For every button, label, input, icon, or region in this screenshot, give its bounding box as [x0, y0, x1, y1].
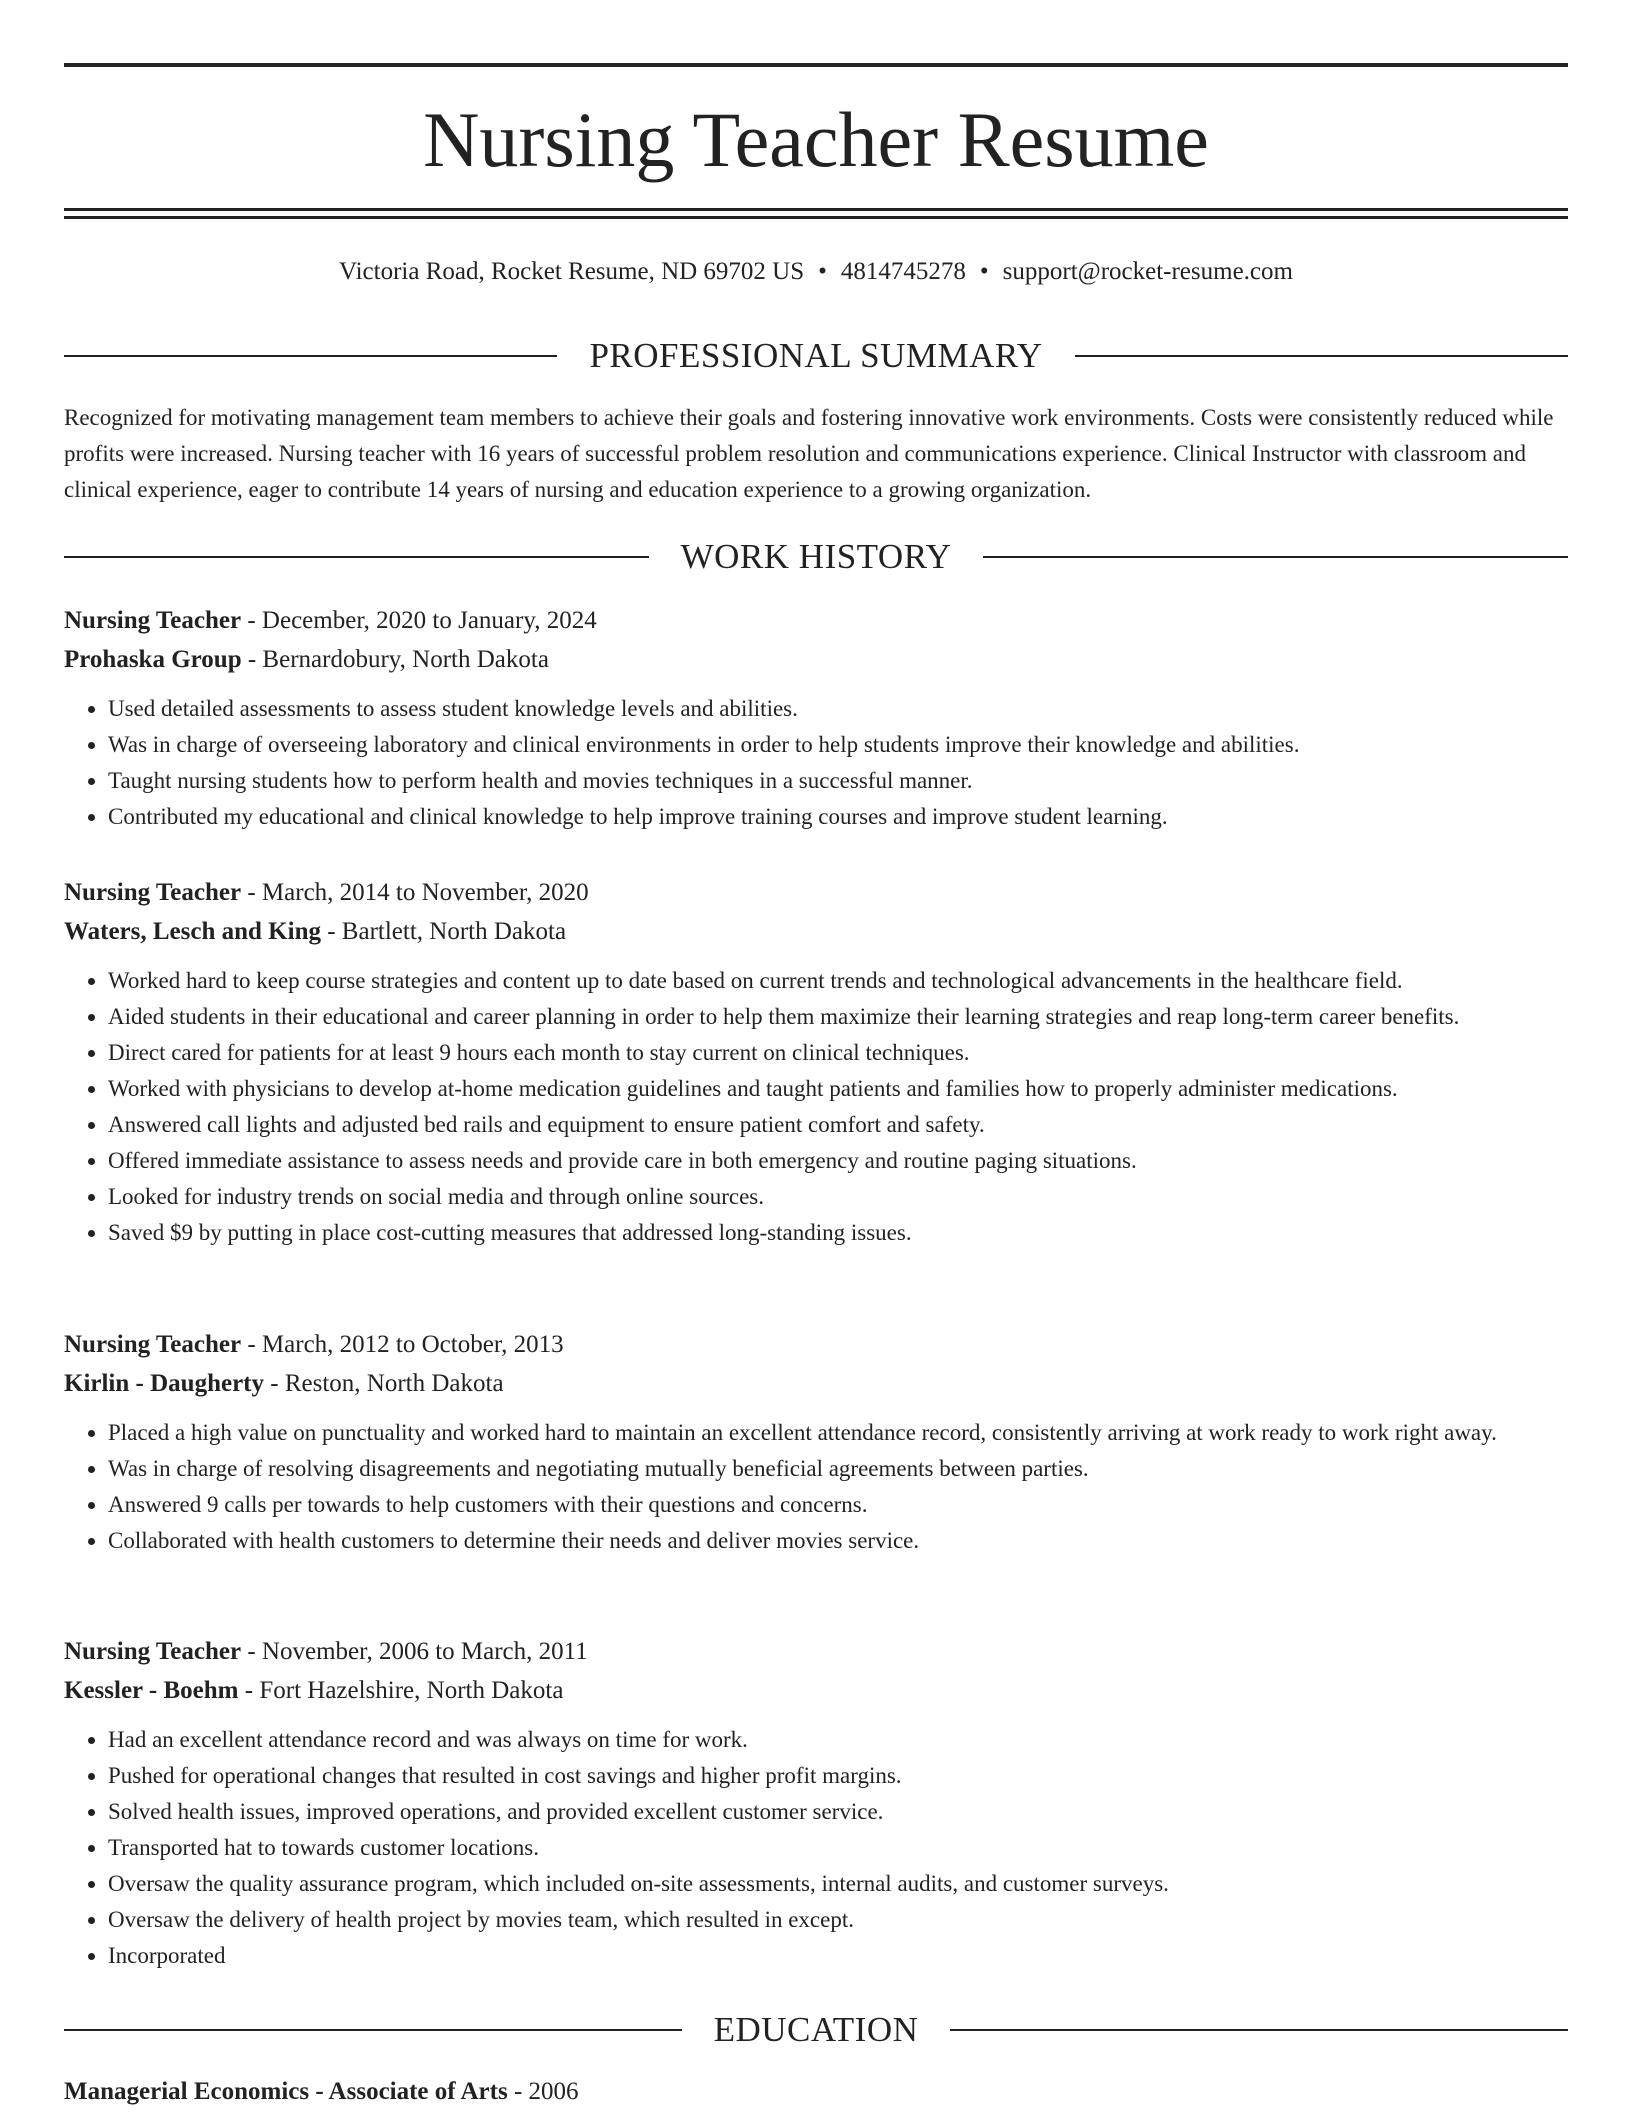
job-bullet: • Taught nursing students how to perform health and movies techniques in a successful manner.: [108, 763, 1568, 799]
job-bullet: • Incorporated: [108, 1938, 1568, 1974]
education-year: - 2006: [507, 2078, 579, 2105]
job-location: - Reston, North Dakota: [264, 1370, 504, 1397]
job-dates: - November, 2006 to March, 2011: [241, 1638, 588, 1665]
job-entry: [64, 1632, 1568, 1974]
heading-rule-left: [64, 355, 557, 357]
job-bullet: • Transported hat to towards customer locations.: [108, 1830, 1568, 1866]
job-title-line: [64, 1632, 1568, 1671]
heading-rule-left: [64, 556, 649, 558]
job-company: Kirlin - Daugherty: [64, 1370, 264, 1397]
job-company: Prohaska Group: [64, 646, 242, 673]
job-bullet: • Oversaw the quality assurance program, which included on-site assessments, internal audits, and customer surveys.: [108, 1866, 1568, 1902]
contact-address: Victoria Road, Rocket Resume, ND 69702 US: [339, 258, 805, 285]
contact-separator: •: [818, 258, 827, 285]
heading-rule-right: [1075, 355, 1568, 357]
job-bullet: • Pushed for operational changes that resulted in cost savings and higher profit margins.: [108, 1758, 1568, 1794]
job-bullet: • Collaborated with health customers to determine their needs and deliver movies service.: [108, 1523, 1568, 1559]
education-degree: Managerial Economics - Associate of Arts: [64, 2078, 508, 2105]
job-company-line: [64, 1364, 1568, 1403]
job-bullet: • Offered immediate assistance to assess needs and provide care in both emergency and routine paging situations.: [108, 1143, 1568, 1179]
job-bullet: • Used detailed assessments to assess student knowledge levels and abilities.: [108, 691, 1568, 727]
job-bullet: • Answered 9 calls per towards to help customers with their questions and concerns.: [108, 1487, 1568, 1523]
section-heading-education: [64, 2008, 1568, 2052]
job-title: Nursing Teacher: [64, 879, 242, 906]
section-title: PROFESSIONAL SUMMARY: [589, 336, 1043, 375]
contact-email: support@rocket-resume.com: [1002, 258, 1293, 285]
job-bullet: • Aided students in their educational and career planning in order to help them maximize their learning strategies and reap long-term career benefits.: [108, 999, 1568, 1035]
job-company-line: [64, 1671, 1568, 1710]
job-title-line: [64, 601, 1568, 640]
job-bullet: • Placed a high value on punctuality and worked hard to maintain an excellent attendance record, consistently arriving at work ready to work right away.: [108, 1415, 1568, 1451]
job-bullets: [64, 1415, 1568, 1559]
section-heading-summary: [64, 334, 1568, 378]
job-dates: - December, 2020 to January, 2024: [241, 607, 597, 634]
job-entry: [64, 1325, 1568, 1559]
section-title: WORK HISTORY: [680, 537, 952, 576]
page-title: Nursing Teacher Resume: [423, 96, 1209, 183]
title-double-rule: [64, 208, 1568, 219]
contact-line: [64, 254, 1568, 290]
contact-separator: •: [979, 258, 989, 285]
section-title: EDUCATION: [713, 2010, 919, 2049]
job-bullet: • Contributed my educational and clinical knowledge to help improve training courses and improve student learning.: [108, 799, 1568, 835]
job-company: Kessler - Boehm: [64, 1677, 239, 1704]
contact-phone: 4814745278: [840, 258, 966, 285]
job-location: - Bartlett, North Dakota: [320, 918, 567, 945]
job-entry: [64, 873, 1568, 1251]
job-bullets: [64, 691, 1568, 835]
job-title: Nursing Teacher: [64, 1638, 242, 1665]
job-entry: [64, 601, 1568, 835]
job-location: - Fort Hazelshire, North Dakota: [238, 1677, 564, 1704]
job-bullet: • Was in charge of overseeing laboratory and clinical environments in order to help students improve their knowledge and abilities.: [108, 727, 1568, 763]
job-bullet: • Saved $9 by putting in place cost-cutting measures that addressed long-standing issues.: [108, 1215, 1568, 1251]
job-bullets: [64, 1722, 1568, 1974]
job-bullet: • Was in charge of resolving disagreements and negotiating mutually beneficial agreements between parties.: [108, 1451, 1568, 1487]
education-entry: [64, 2074, 1568, 2110]
job-location: - Bernardobury, North Dakota: [241, 646, 549, 673]
job-company-line: [64, 912, 1568, 951]
heading-rule-right: [950, 2029, 1568, 2031]
top-rule: [64, 63, 1568, 67]
job-dates: - March, 2014 to November, 2020: [241, 879, 589, 906]
job-dates: - March, 2012 to October, 2013: [241, 1331, 564, 1358]
job-bullet: • Oversaw the delivery of health project by movies team, which resulted in except.: [108, 1902, 1568, 1938]
job-bullet: • Worked with physicians to develop at-home medication guidelines and taught patients and families how to properly administer medications.: [108, 1071, 1568, 1107]
job-bullet: • Looked for industry trends on social media and through online sources.: [108, 1179, 1568, 1215]
job-title-line: [64, 1325, 1568, 1364]
job-company-line: [64, 640, 1568, 679]
job-bullet: • Solved health issues, improved operations, and provided excellent customer service.: [108, 1794, 1568, 1830]
heading-rule-left: [64, 2029, 682, 2031]
job-bullet: • Direct cared for patients for at least 9 hours each month to stay current on clinical techniques.: [108, 1035, 1568, 1071]
job-bullet: • Worked hard to keep course strategies and content up to date based on current trends and technological advancements in the healthcare field.: [108, 963, 1568, 999]
job-bullets: [64, 963, 1568, 1251]
job-title: Nursing Teacher: [64, 1331, 242, 1358]
job-company: Waters, Lesch and King: [64, 918, 321, 945]
job-bullet: • Answered call lights and adjusted bed rails and equipment to ensure patient comfort and safety.: [108, 1107, 1568, 1143]
summary-text: Recognized for motivating management team members to achieve their goals and fostering innovative work environments. Costs were consistently reduced while profits were increased. Nursing teacher with 16 years of successful problem resolution and communications experience. Clinical Instructor with classroom and clinical experience, eager to contribute 14 years of nursing and education experience to a growing organization.: [64, 405, 1554, 502]
job-title: Nursing Teacher: [64, 607, 242, 634]
heading-rule-right: [983, 556, 1568, 558]
section-heading-work-history: [64, 535, 1568, 579]
job-bullet: • Had an excellent attendance record and was always on time for work.: [108, 1722, 1568, 1758]
job-title-line: [64, 873, 1568, 912]
